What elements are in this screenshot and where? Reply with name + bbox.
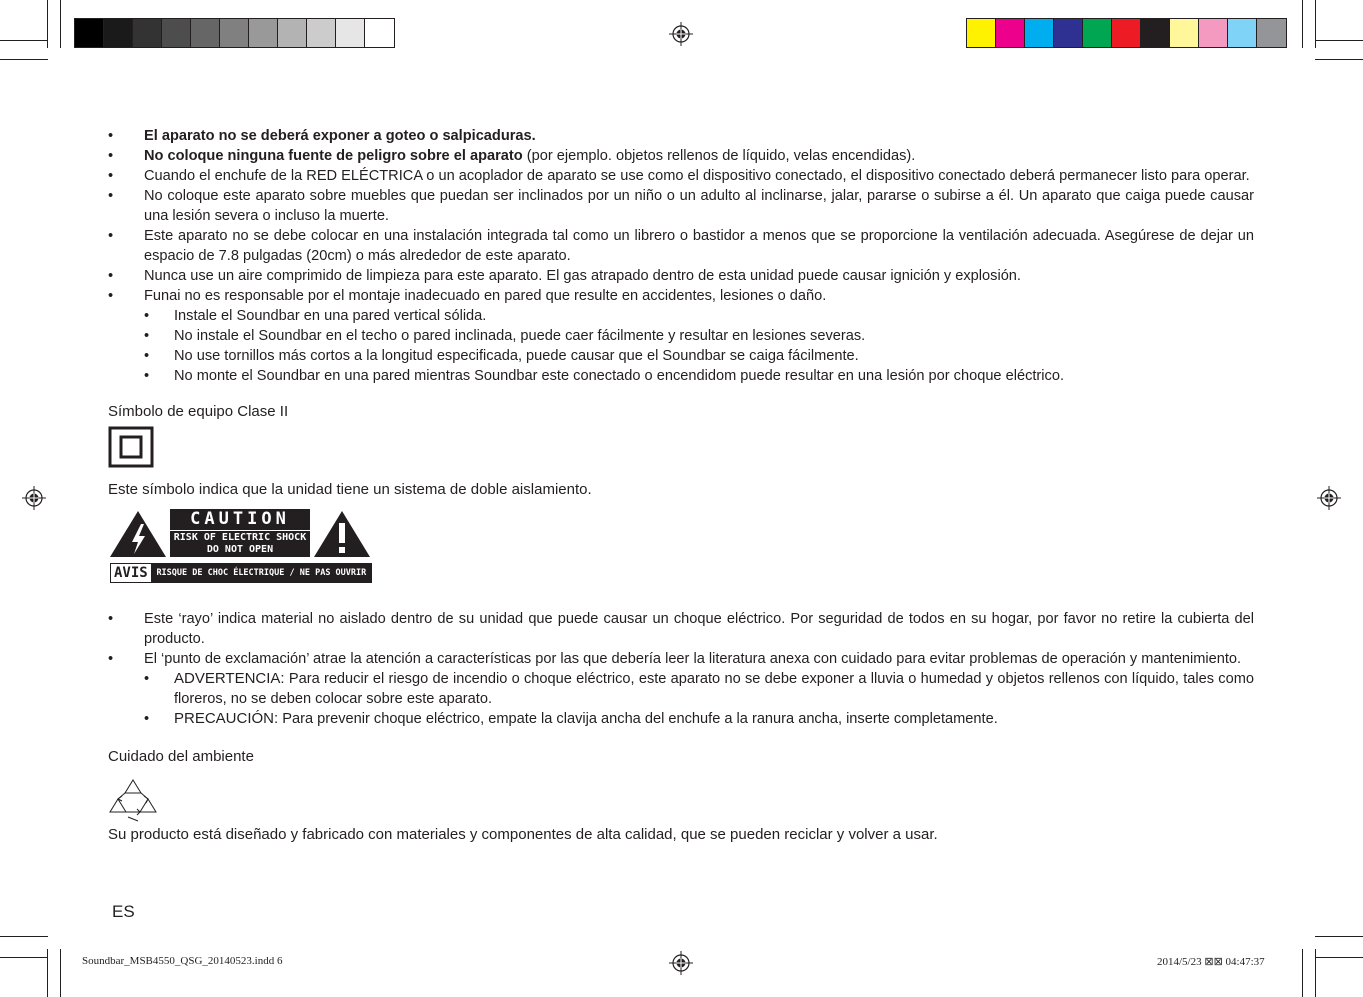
list-item-bold: No coloque ninguna fuente de peligro sobre el aparato bbox=[144, 148, 523, 164]
color-swatch bbox=[104, 19, 133, 47]
color-swatch bbox=[249, 19, 278, 47]
page-language-label: ES bbox=[112, 902, 135, 921]
color-swatch bbox=[1170, 19, 1199, 47]
registration-mark-icon bbox=[669, 22, 693, 46]
caution-title: CAUTION bbox=[170, 509, 310, 531]
list-item bbox=[108, 266, 1254, 286]
environment-heading: Cuidado del ambiente bbox=[108, 748, 254, 765]
list-item bbox=[108, 146, 1254, 166]
color-swatch bbox=[1112, 19, 1141, 47]
list-item bbox=[108, 166, 1254, 186]
crop-mark bbox=[60, 949, 61, 997]
caution-box bbox=[170, 509, 310, 557]
color-swatch bbox=[191, 19, 220, 47]
list-item bbox=[108, 226, 1254, 266]
list-item: • Este ‘rayo’ indica material no aislado dentro de su unidad que puede causar un choque eléctrico. Por seguridad de todos en su hogar, por favor no retire la cubierta del producto. bbox=[108, 609, 1254, 649]
color-swatch bbox=[1025, 19, 1054, 47]
caution-line-2: DO NOT OPEN bbox=[206, 544, 274, 555]
avis-text: RISQUE DE CHOC ÉLECTRIQUE / NE PAS OUVRIR bbox=[152, 564, 371, 582]
list-item-text: Este aparato no se debe colocar en una instalación integrada tal como un librero o bastidor a menos que se proporcione la ventilación adecuada. Asegúrese de dejar un espacio de 7.8 pulgadas (20cm) o más alrededor de este aparato. bbox=[144, 228, 1254, 264]
avis-strip bbox=[110, 563, 372, 583]
color-swatch bbox=[1199, 19, 1228, 47]
list-item-text: Cuando el enchufe de la RED ELÉCTRICA o un acoplador de aparato se use como el dispositivo conectado, el dispositivo conectado deberá permanecer listo para operar. bbox=[144, 168, 1250, 184]
crop-mark bbox=[1302, 0, 1303, 48]
sub-list-item: • No use tornillos más cortos a la longitud especificada, puede causar que el Soundbar se caiga fácilmente. bbox=[108, 346, 1254, 366]
crop-mark bbox=[1315, 936, 1363, 937]
environment-description: Su producto está diseñado y fabricado con materiales y componentes de alta calidad, que se pueden reciclar y volver a usar. bbox=[108, 826, 938, 843]
lightning-warning-icon bbox=[108, 509, 168, 559]
crop-mark bbox=[0, 59, 48, 60]
list-item bbox=[108, 186, 1254, 226]
list-item bbox=[108, 126, 1254, 146]
color-swatch bbox=[1083, 19, 1112, 47]
list-item-text: Funai no es responsable por el montaje inadecuado en pared que resulte en accidentes, lesiones o daño. bbox=[144, 288, 827, 304]
color-swatch bbox=[75, 19, 104, 47]
color-swatch bbox=[1257, 19, 1286, 47]
warning-label: ADVERTENCIA: bbox=[174, 670, 285, 687]
crop-mark bbox=[1315, 0, 1316, 48]
color-swatch bbox=[967, 19, 996, 47]
avis-label: AVIS bbox=[111, 564, 152, 582]
list-item: • El ‘punto de exclamación’ atrae la atención a características por las que debería leer la literatura anexa con cuidado para evitar problemas de operación y mantenimiento. bbox=[108, 649, 1254, 669]
crop-mark bbox=[0, 40, 48, 41]
exclamation-warning-icon bbox=[312, 509, 372, 559]
crop-mark bbox=[0, 957, 48, 958]
color-swatch bbox=[1228, 19, 1257, 47]
warning-text: Para reducir el riesgo de incendio o choque eléctrico, este aparato no se debe exponer a lluvia o humedad y objetos rellenos con líquido, tales como floreros, no se deben colocar sobre este aparato. bbox=[174, 671, 1254, 707]
class-ii-double-insulation-icon bbox=[108, 426, 154, 468]
recycle-icon bbox=[108, 777, 158, 823]
crop-mark bbox=[60, 0, 61, 48]
crop-mark bbox=[1315, 40, 1363, 41]
list-item-text: (por ejemplo. objetos rellenos de líquido, velas encendidas). bbox=[522, 148, 916, 164]
sub-list-item: • No monte el Soundbar en una pared mientras Soundbar este conectado o encendidom puede resultar en una lesión por choque eléctrico. bbox=[108, 366, 1254, 386]
sub-list-item bbox=[108, 709, 1254, 729]
sub-list-item: • No instale el Soundbar en el techo o pared inclinada, puede caer fácilmente y resultar en lesiones severas. bbox=[108, 326, 1254, 346]
registration-mark-icon bbox=[1317, 486, 1341, 510]
sub-list-item: • Instale el Soundbar en una pared vertical sólida. bbox=[108, 306, 1254, 326]
crop-mark bbox=[47, 0, 48, 48]
footer-timestamp: 2014/5/23 ⊠⊠ 04:47:37 bbox=[1157, 956, 1265, 968]
color-swatch bbox=[1054, 19, 1083, 47]
color-swatch bbox=[162, 19, 191, 47]
grayscale-color-bar bbox=[74, 18, 395, 48]
list-item-text: Nunca use un aire comprimido de limpieza para este aparato. El gas atrapado dentro de esta unidad puede causar ignición y explosión. bbox=[144, 268, 1021, 284]
crop-mark bbox=[0, 936, 48, 937]
color-swatch bbox=[278, 19, 307, 47]
color-swatch bbox=[133, 19, 162, 47]
crop-mark bbox=[1315, 957, 1363, 958]
color-swatch bbox=[365, 19, 394, 47]
caution-line-1: RISK OF ELECTRIC SHOCK bbox=[173, 532, 307, 543]
list-item bbox=[108, 286, 1254, 306]
caution-label bbox=[108, 509, 372, 587]
color-swatch bbox=[1141, 19, 1170, 47]
caution-label-text: PRECAUCIÓN: bbox=[174, 710, 279, 727]
registration-mark-icon bbox=[669, 951, 693, 975]
page-content bbox=[108, 126, 1254, 845]
crop-mark bbox=[1315, 59, 1363, 60]
class2-heading: Símbolo de equipo Clase II bbox=[108, 403, 289, 420]
symbols-list bbox=[108, 609, 1254, 729]
list-item-text: No coloque este aparato sobre muebles que puedan ser inclinados por un niño o un adulto al inclinarse, jalar, pararse o subirse a él. Un aparato que caiga puede causar una lesión severa o incluso la muerte. bbox=[144, 188, 1254, 224]
list-item-bold: El aparato no se deberá exponer a goteo o salpicaduras. bbox=[144, 128, 536, 144]
cmyk-color-bar bbox=[966, 18, 1287, 48]
class2-description: Este símbolo indica que la unidad tiene un sistema de doble aislamiento. bbox=[108, 481, 592, 498]
color-swatch bbox=[307, 19, 336, 47]
footer-filename: Soundbar_MSB4550_QSG_20140523.indd 6 bbox=[82, 955, 283, 967]
registration-mark-icon bbox=[22, 486, 46, 510]
caution-text: Para prevenir choque eléctrico, empate la clavija ancha del enchufe a la ranura ancha, inserte completamente. bbox=[278, 711, 998, 727]
color-swatch bbox=[996, 19, 1025, 47]
color-swatch bbox=[336, 19, 365, 47]
sub-list-item bbox=[108, 669, 1254, 709]
crop-mark bbox=[1302, 949, 1303, 997]
safety-list bbox=[108, 126, 1254, 386]
color-swatch bbox=[220, 19, 249, 47]
